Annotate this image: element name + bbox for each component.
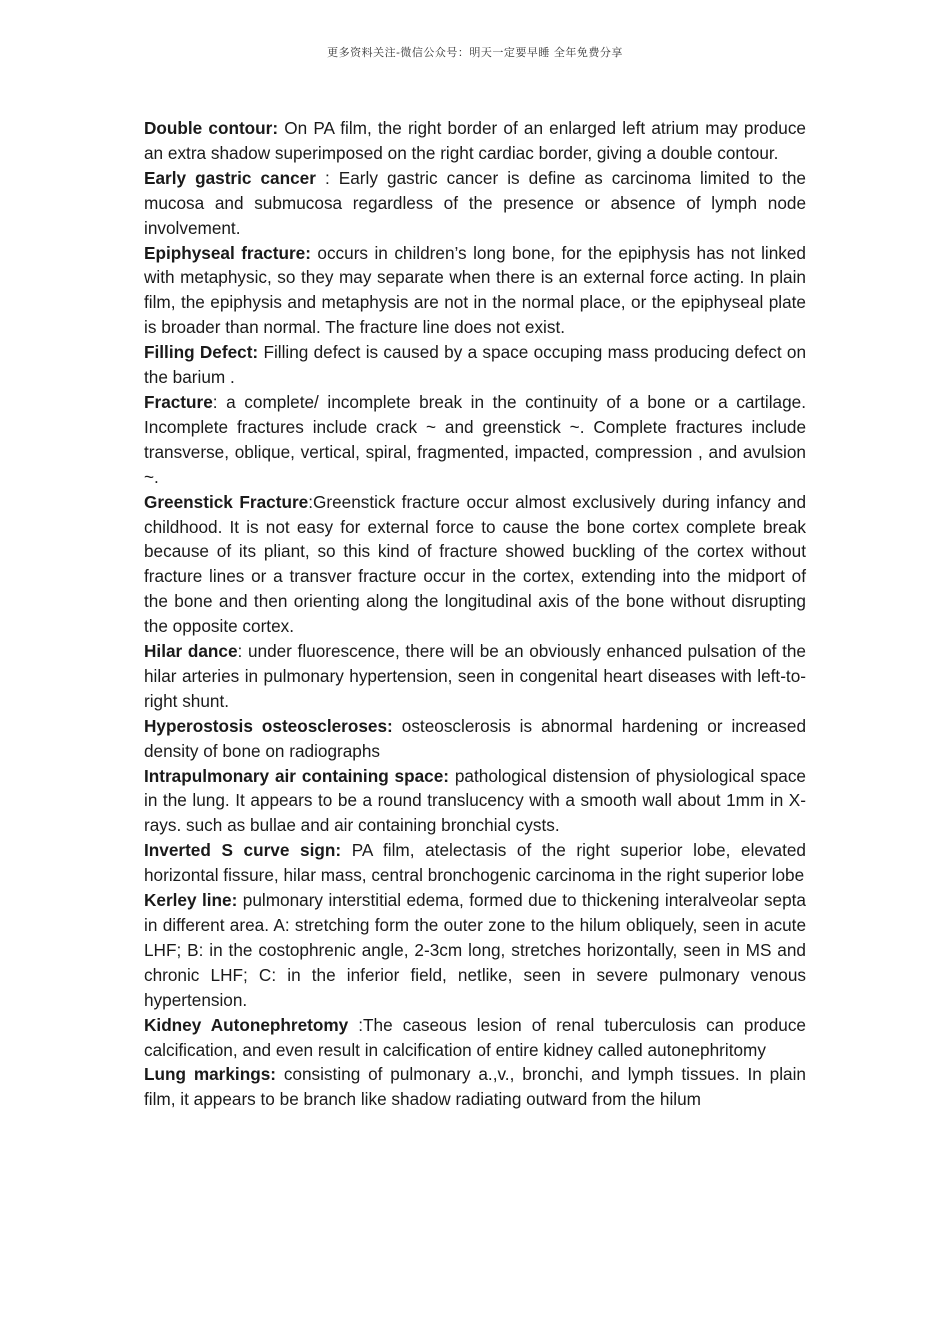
entry-term: Hyperostosis osteoscleroses: — [144, 715, 393, 736]
glossary-entry-hilar-dance — [144, 639, 806, 714]
entry-definition: :Greenstick fracture occur almost exclusively during infancy and childhood. It is not easy for external force to cause the bone cortex complete break because of its pliant, so this kind of fracture showed buckling of the cortex without fracture lines or a transver fracture occur in the cortex, extending into the midport of the bone and then orienting along the longitudinal axis of the bone without disrupting the opposite cortex. — [144, 491, 807, 637]
page-header-watermark: 更多资料关注-微信公众号：明天一定要早睡 全年免费分享 — [327, 46, 623, 59]
glossary-entry-greenstick-fracture — [144, 490, 806, 639]
entry-definition: : under fluorescence, there will be an obviously enhanced pulsation of the hilar arteries in pulmonary hypertension, seen in congenital heart diseases with left-to-right shunt. — [144, 641, 806, 711]
entry-term: Hilar dance — [144, 641, 238, 662]
entry-term: Filling Defect: — [144, 342, 259, 363]
entry-term: Inverted S curve sign: — [144, 840, 342, 861]
glossary-entry-lung-markings — [144, 1062, 806, 1112]
entry-definition: :The caseous lesion of renal tuberculosis can produce calcification, and even result in calcification of entire kidney called autonephritomy — [144, 1014, 806, 1060]
entry-term: Double contour: — [144, 118, 279, 138]
entry-term: Intrapulmonary air containing space: — [144, 765, 450, 786]
glossary-entry-filling-defect — [144, 340, 806, 390]
entry-definition: pulmonary interstitial edema, formed due to thickening interalveolar septa in different area. A: stretching form the outer zone to the hilum obliquely, seen in acute LHF; B: in the costophrenic angle, 2-3cm long, stretches horizontally, seen in MS and chronic LHF; C: in the inferior field, netlike, seen in severe pulmonary venous hypertension. — [144, 890, 806, 1010]
entry-term: Kidney Autonephretomy — [144, 1014, 349, 1035]
entry-definition: pathological distension of physiological space in the lung. It appears to be a round translucency with a smooth wall about 1mm in X-rays. such as bullae and air containing bronchial cysts. — [144, 765, 806, 836]
glossary-body — [144, 116, 806, 1112]
glossary-entry-intrapulmonary-air-space — [144, 764, 806, 839]
entry-definition: osteosclerosis is abnormal hardening or increased density of bone on radiographs — [144, 715, 806, 761]
entry-definition: consisting of pulmonary a.,v., bronchi, and lymph tissues. In plain film, it appears to be branch like shadow radiating outward from the hilum — [144, 1064, 806, 1110]
glossary-entry-kidney-autonephretomy — [144, 1013, 806, 1063]
entry-definition: Filling defect is caused by a space occuping mass producing defect on the barium . — [144, 342, 807, 388]
entry-definition: : Early gastric cancer is define as carcinoma limited to the mucosa and submucosa regardless of the presence or absence of lymph node involvement. — [144, 167, 806, 238]
glossary-entry-double-contour — [144, 116, 806, 166]
glossary-entry-early-gastric-cancer — [144, 166, 806, 241]
entry-term: Early gastric cancer — [144, 167, 316, 188]
entry-definition: PA film, atelectasis of the right superior lobe, elevated horizontal fissure, hilar mass, central bronchogenic carcinoma in the right superior lobe — [144, 840, 806, 886]
entry-definition: On PA film, the right border of an enlarged left atrium may produce an extra shadow superimposed on the right cardiac border, giving a double contour. — [144, 118, 806, 163]
entry-term: Kerley line: — [144, 890, 238, 911]
entry-term: Epiphyseal fracture: — [144, 242, 311, 263]
glossary-entry-inverted-s-curve-sign — [144, 838, 806, 888]
entry-term: Greenstick Fracture — [144, 491, 309, 512]
glossary-entry-kerley-line — [144, 888, 806, 1013]
glossary-entry-fracture — [144, 390, 806, 490]
entry-term: Lung markings: — [144, 1064, 276, 1085]
entry-term: Fracture — [144, 391, 213, 412]
entry-definition: : a complete/ incomplete break in the continuity of a bone or a cartilage. Incomplete fractures include crack ~ and greenstick ~. Complete fractures include transverse, oblique, vertical, spiral, fragmented, impacted, compression , and avulsion ~. — [144, 391, 806, 487]
entry-definition: occurs in children’s long bone, for the epiphysis has not linked with metaphysic, so they may separate when there is an external force acting. In plain film, the epiphysis and metaphysis are not in the normal place, or the epiphyseal plate is broader than normal. The fracture line does not exist. — [144, 242, 806, 338]
glossary-entry-epiphyseal-fracture — [144, 241, 806, 341]
glossary-entry-hyperostosis — [144, 714, 806, 764]
